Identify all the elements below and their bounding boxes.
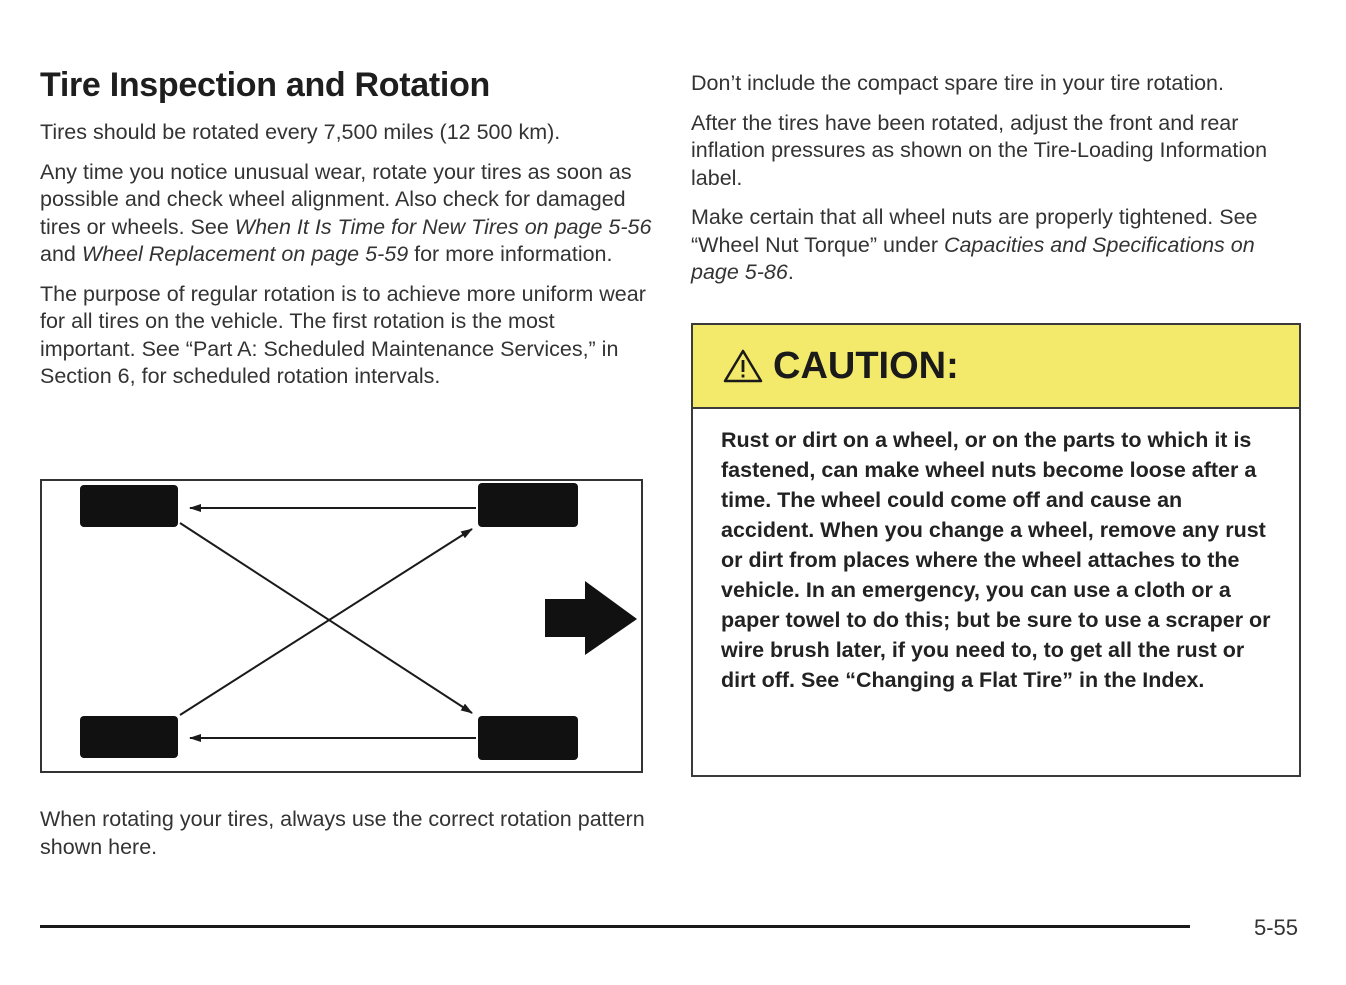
rotation-purpose-paragraph: The purpose of regular rotation is to achieve more uniform wear for all tires on the vehicle. The first rotation is the most important. See “Part A: Scheduled Maintenance Services,” in Section 6, for scheduled rotation intervals. — [40, 281, 646, 388]
right-column — [691, 70, 1306, 299]
left-column — [40, 66, 652, 403]
rotation-pattern-note — [40, 806, 652, 873]
reference-capacities: Capacities and Specifications on page 5-86 — [691, 232, 1255, 284]
tire-front-right — [478, 483, 578, 527]
footer-rule — [40, 925, 1190, 928]
caution-header — [693, 325, 1299, 409]
wheel-nuts-text-a: Make certain that all wheel nuts are properly tightened. See “Wheel Nut Torque” under — [691, 205, 1258, 257]
unusual-wear-text-b: and — [40, 242, 82, 266]
page-number: 5-55 — [1254, 915, 1299, 940]
tire-front-left — [80, 485, 178, 527]
wheel-nuts-text-b: . — [787, 260, 794, 284]
page-heading: Tire Inspection and Rotation — [40, 66, 491, 104]
wheel-nuts-paragraph — [691, 204, 1306, 287]
reference-new-tires: When It Is Time for New Tires on page 5-56 — [234, 214, 652, 239]
rotation-interval-paragraph: Tires should be rotated every 7,500 miles (12 500 km). — [40, 120, 561, 144]
unusual-wear-paragraph — [40, 159, 652, 269]
caution-title: CAUTION: — [773, 344, 959, 387]
reference-wheel-replacement: Wheel Replacement on page 5-59 — [81, 242, 409, 266]
inflation-paragraph: After the tires have been rotated, adjust the front and rear inflation pressures as shown on the Tire-Loading Information label. — [691, 110, 1268, 190]
warning-triangle-icon — [723, 349, 763, 383]
spare-tire-paragraph: Don’t include the compact spare tire in your tire rotation. — [691, 71, 1224, 95]
caution-box — [691, 323, 1301, 777]
tire-rear-right — [478, 716, 578, 760]
caution-text: Rust or dirt on a wheel, or on the parts to which it is fastened, can make wheel nuts become loose after a time. The wheel could come off and cause an accident. When you change a wheel, remove any rust or dirt from places where the wheel attaches to the vehicle. In an emergency, you can use a cloth or a paper towel to do this; but be sure to use a scraper or wire brush later, if you need to, to get all the rust or dirt off. See “Changing a Flat Tire” in the Index. — [721, 428, 1271, 692]
unusual-wear-text-a: Any time you notice unusual wear, rotate your tires as soon as possible and check wheel alignment. Also check for damaged tires or wheels. See — [40, 159, 632, 239]
rotation-pattern-paragraph: When rotating your tires, always use the correct rotation pattern shown here. — [40, 807, 645, 859]
tire-rear-left — [80, 716, 178, 758]
tire-rotation-diagram — [40, 479, 643, 773]
unusual-wear-text-c: for more information. — [408, 242, 613, 266]
